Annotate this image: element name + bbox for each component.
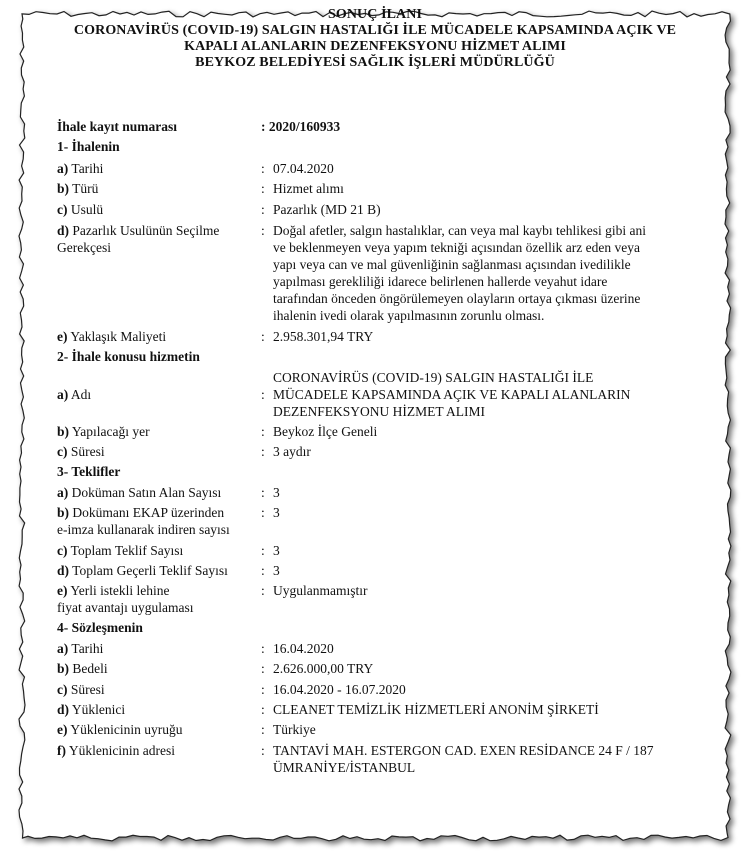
colon: : — [261, 161, 265, 176]
colon: : — [261, 387, 265, 402]
contract-period: 16.04.2020 - 16.07.2020 — [273, 682, 406, 697]
field-label: Adı — [70, 387, 92, 402]
field-key: d) — [57, 563, 70, 578]
field-key: c) — [57, 682, 68, 697]
service-duration: 3 aydır — [273, 444, 311, 459]
field-key: c) — [57, 543, 68, 558]
service-location: Beykoz İlçe Geneli — [273, 424, 378, 439]
contract-date: 16.04.2020 — [273, 641, 334, 656]
text-line: Doğal afetler, salgın hastalıklar, can veya mal kaybı tehlikesi gibi ani — [273, 223, 647, 238]
field-key: b) — [57, 181, 70, 196]
field-label: Yüklenici — [71, 702, 126, 717]
text-line: yapılması gerekliliği idarece belirlenen hallerde veyahut idare — [273, 274, 608, 289]
field-key: f) — [57, 743, 66, 758]
field-label: Türü — [72, 181, 99, 196]
tender-type: Hizmet alımı — [273, 181, 344, 196]
field-key: b) — [57, 661, 70, 676]
colon: : — [261, 661, 265, 676]
colon: : — [261, 702, 265, 717]
field-label: Yapılacağı yer — [71, 424, 150, 439]
field-key: e) — [57, 722, 68, 737]
field-label: Pazarlık Usulünün Seçilme — [72, 223, 220, 238]
text-line: ÜMRANİYE/İSTANBUL — [273, 760, 416, 775]
colon: : — [261, 223, 265, 238]
colon: : — [261, 583, 265, 598]
price-advantage: Uygulanmamıştır — [273, 583, 368, 598]
field-label: fiyat avantajı uygulaması — [57, 600, 194, 615]
field-label: Toplam Geçerli Teklif Sayısı — [72, 563, 228, 578]
contract-amount: 2.626.000,00 TRY — [273, 661, 374, 676]
section-title-tender: 1- İhalenin — [57, 139, 120, 154]
contractor-nationality: Türkiye — [273, 722, 316, 737]
field-label: Yüklenicinin uyruğu — [70, 722, 183, 737]
colon: : — [261, 424, 265, 439]
text-line: TANTAVİ MAH. ESTERGON CAD. EXEN RESİDANCE 24 F / 187 — [273, 743, 654, 758]
text-line: CORONAVİRÜS (COVID-19) SALGIN HASTALIĞI İLE — [273, 370, 594, 385]
field-key: c) — [57, 202, 68, 217]
text-line: ihalenin ivedi olarak yapılmasının zorunlu olması. — [273, 308, 545, 323]
field-key: c) — [57, 444, 68, 459]
field-label: e-imza kullanarak indiren sayısı — [57, 522, 230, 537]
total-offers: 3 — [273, 543, 280, 558]
field-label: Tarihi — [71, 161, 104, 176]
field-key: a) — [57, 387, 69, 402]
text-line: ve beklenmeyen veya yapım tekniği açısından özellik arz eden veya — [273, 240, 640, 255]
field-key: a) — [57, 641, 69, 656]
colon: : — [261, 505, 265, 520]
text-line: tarafından önceden öngörülemeyen olayların ortaya çıkması üzerine — [273, 291, 641, 306]
colon: : — [261, 202, 265, 217]
contractor-address — [273, 742, 703, 776]
field-key: e) — [57, 583, 68, 598]
section-title-contract: 4- Sözleşmenin — [57, 620, 143, 635]
colon: : — [261, 682, 265, 697]
field-key: b) — [57, 424, 70, 439]
registration-number: : 2020/160933 — [261, 119, 341, 134]
field-key: a) — [57, 161, 69, 176]
colon: : — [261, 444, 265, 459]
colon: : — [261, 543, 265, 558]
text-line: MÜCADELE KAPSAMINDA AÇIK VE KAPALI ALANLARIN — [273, 387, 631, 402]
field-label: Yüklenicinin adresi — [68, 743, 175, 758]
field-label: Gerekçesi — [57, 240, 111, 255]
colon: : — [261, 743, 265, 758]
field-label: Doküman Satın Alan Sayısı — [71, 485, 222, 500]
field-label: Yaklaşık Maliyeti — [70, 329, 167, 344]
tender-procedure: Pazarlık (MD 21 B) — [273, 202, 381, 217]
colon: : — [261, 485, 265, 500]
colon: : — [261, 722, 265, 737]
field-key: d) — [57, 223, 70, 238]
service-name — [273, 369, 703, 420]
field-key: b) — [57, 505, 70, 520]
document-buyers-count: 3 — [273, 485, 280, 500]
field-label: Bedeli — [72, 661, 108, 676]
announcement-institution: BEYKOZ BELEDİYESİ SAĞLIK İŞLERİ MÜDÜRLÜĞÜ — [195, 55, 555, 70]
announcement-heading-line: KAPALI ALANLARIN DEZENFEKSYONU HİZMET ALIMI — [184, 39, 566, 54]
approximate-cost: 2.958.301,94 TRY — [273, 329, 374, 344]
field-label: Süresi — [70, 682, 105, 697]
field-key: a) — [57, 485, 69, 500]
text-line: yapı veya can ve mal güvenliğinin sağlanması açısından ivedilikle — [273, 257, 631, 272]
field-key: d) — [57, 702, 70, 717]
colon: : — [261, 641, 265, 656]
field-label: Dokümanı EKAP üzerinden — [72, 505, 225, 520]
registration-label: İhale kayıt numarası — [57, 119, 178, 134]
field-label: Toplam Teklif Sayısı — [70, 543, 184, 558]
field-label: Süresi — [70, 444, 105, 459]
valid-offers: 3 — [273, 563, 280, 578]
field-label: Yerli istekli lehine — [70, 583, 170, 598]
procedure-justification — [273, 222, 703, 324]
field-label: Tarihi — [71, 641, 104, 656]
announcement-heading-line: CORONAVİRÜS (COVID-19) SALGIN HASTALIĞI İLE MÜCADELE KAPSAMINDA AÇIK VE — [73, 23, 677, 38]
colon: : — [261, 329, 265, 344]
announcement-title: SONUÇ İLANI — [327, 7, 423, 22]
colon: : — [261, 181, 265, 196]
tender-date: 07.04.2020 — [273, 161, 334, 176]
colon: : — [261, 563, 265, 578]
text-line: DEZENFEKSYONU HİZMET ALIMI — [273, 404, 485, 419]
field-key: e) — [57, 329, 68, 344]
contractor-name: CLEANET TEMİZLİK HİZMETLERİ ANONİM ŞİRKETİ — [273, 702, 599, 717]
ekap-download-count: 3 — [273, 505, 280, 520]
section-title-offers: 3- Teklifler — [57, 464, 121, 479]
field-label: Usulü — [70, 202, 104, 217]
section-title-service: 2- İhale konusu hizmetin — [57, 349, 200, 364]
